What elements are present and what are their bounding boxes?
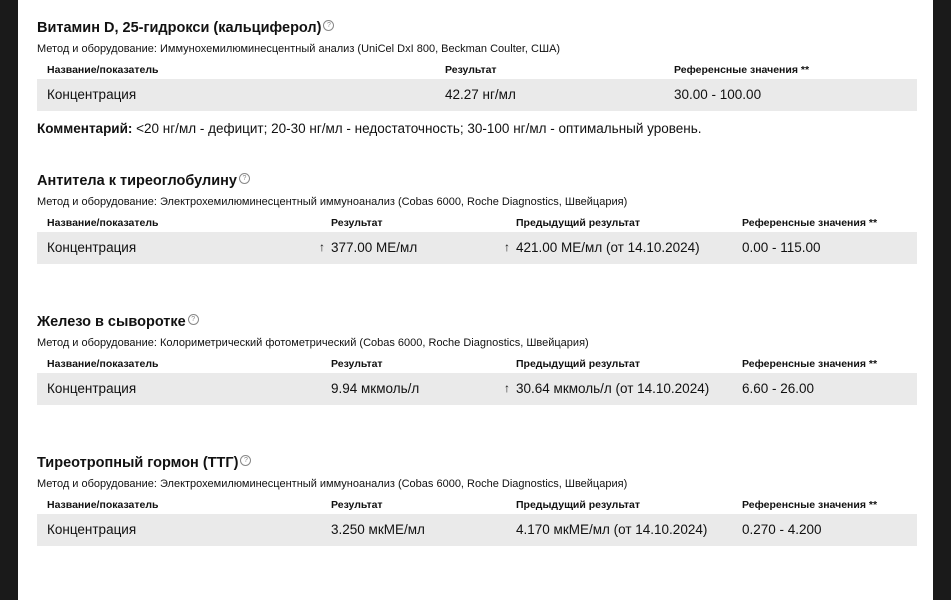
test-title-text: Витамин D, 25-гидрокси (кальциферол) bbox=[37, 20, 322, 36]
header-reference: Референсные значения ** bbox=[674, 64, 810, 76]
table-row bbox=[37, 373, 917, 405]
help-icon[interactable]: ? bbox=[239, 173, 250, 184]
header-previous: Предыдущий результат bbox=[516, 499, 640, 511]
row-result: 9.94 мкмоль/л bbox=[331, 381, 420, 396]
arrow-up-icon: ↑ bbox=[319, 240, 325, 254]
table-row bbox=[37, 232, 917, 264]
table-row bbox=[37, 514, 917, 546]
comment-text: <20 нг/мл - дефицит; 20-30 нг/мл - недостаточность; 30-100 нг/мл - оптимальный уровень. bbox=[132, 121, 702, 136]
test-title bbox=[37, 452, 917, 474]
test-section-tg-antibodies bbox=[37, 170, 917, 264]
test-title-text: Тиреотропный гормон (ТТГ) bbox=[37, 455, 239, 471]
test-title bbox=[37, 311, 917, 333]
header-name: Название/показатель bbox=[47, 358, 159, 370]
test-title bbox=[37, 170, 917, 192]
row-reference: 0.270 - 4.200 bbox=[742, 522, 822, 537]
test-comment bbox=[37, 121, 917, 136]
table-header bbox=[37, 494, 917, 514]
test-title bbox=[37, 17, 917, 39]
test-method: Метод и оборудование: Колориметрический фотометрический (Cobas 6000, Roche Diagnostics, Швейцария) bbox=[37, 337, 589, 349]
test-title-text: Железо в сыворотке bbox=[37, 314, 186, 330]
row-previous: 421.00 МЕ/мл (от 14.10.2024) bbox=[516, 240, 700, 255]
row-previous: 4.170 мкМЕ/мл (от 14.10.2024) bbox=[516, 522, 708, 537]
header-result: Результат bbox=[331, 358, 383, 370]
test-section-serum-iron bbox=[37, 311, 917, 405]
header-name: Название/показатель bbox=[47, 64, 159, 76]
table-header bbox=[37, 212, 917, 232]
header-reference: Референсные значения ** bbox=[742, 499, 878, 511]
header-result: Результат bbox=[331, 217, 383, 229]
comment-label: Комментарий: bbox=[37, 121, 133, 136]
row-name: Концентрация bbox=[47, 87, 137, 102]
help-icon[interactable]: ? bbox=[323, 20, 334, 31]
test-section-vitamin-d bbox=[37, 17, 917, 136]
table-header bbox=[37, 59, 917, 79]
test-method: Метод и оборудование: Иммунохемилюминесцентный анализ (UniCel DxI 800, Beckman Coulter, США) bbox=[37, 43, 561, 55]
test-method: Метод и оборудование: Электрохемилюминесцентный иммуноанализ (Cobas 6000, Roche Diagnostics, Швейцария) bbox=[37, 478, 628, 490]
header-reference: Референсные значения ** bbox=[742, 358, 878, 370]
row-result: 377.00 МЕ/мл bbox=[331, 240, 418, 255]
help-icon[interactable]: ? bbox=[188, 314, 199, 325]
row-previous: 30.64 мкмоль/л (от 14.10.2024) bbox=[516, 381, 710, 396]
header-result: Результат bbox=[331, 499, 383, 511]
report-page bbox=[18, 0, 933, 600]
row-reference: 0.00 - 115.00 bbox=[742, 240, 821, 255]
arrow-up-icon: ↑ bbox=[504, 381, 510, 395]
header-previous: Предыдущий результат bbox=[516, 358, 640, 370]
row-reference: 6.60 - 26.00 bbox=[742, 381, 815, 396]
row-name: Концентрация bbox=[47, 381, 137, 396]
help-icon[interactable]: ? bbox=[240, 455, 251, 466]
header-name: Название/показатель bbox=[47, 499, 159, 511]
test-title-text: Антитела к тиреоглобулину bbox=[37, 173, 237, 189]
header-reference: Референсные значения ** bbox=[742, 217, 878, 229]
row-name: Концентрация bbox=[47, 240, 137, 255]
row-result: 3.250 мкМЕ/мл bbox=[331, 522, 425, 537]
header-previous: Предыдущий результат bbox=[516, 217, 640, 229]
test-section-tsh bbox=[37, 452, 917, 546]
header-result: Результат bbox=[445, 64, 497, 76]
row-result: 42.27 нг/мл bbox=[445, 87, 516, 102]
header-name: Название/показатель bbox=[47, 217, 159, 229]
arrow-up-icon: ↑ bbox=[504, 240, 510, 254]
test-method: Метод и оборудование: Электрохемилюминесцентный иммуноанализ (Cobas 6000, Roche Diagnostics, Швейцария) bbox=[37, 196, 628, 208]
row-name: Концентрация bbox=[47, 522, 137, 537]
table-row bbox=[37, 79, 917, 111]
row-reference: 30.00 - 100.00 bbox=[674, 87, 762, 102]
table-header bbox=[37, 353, 917, 373]
